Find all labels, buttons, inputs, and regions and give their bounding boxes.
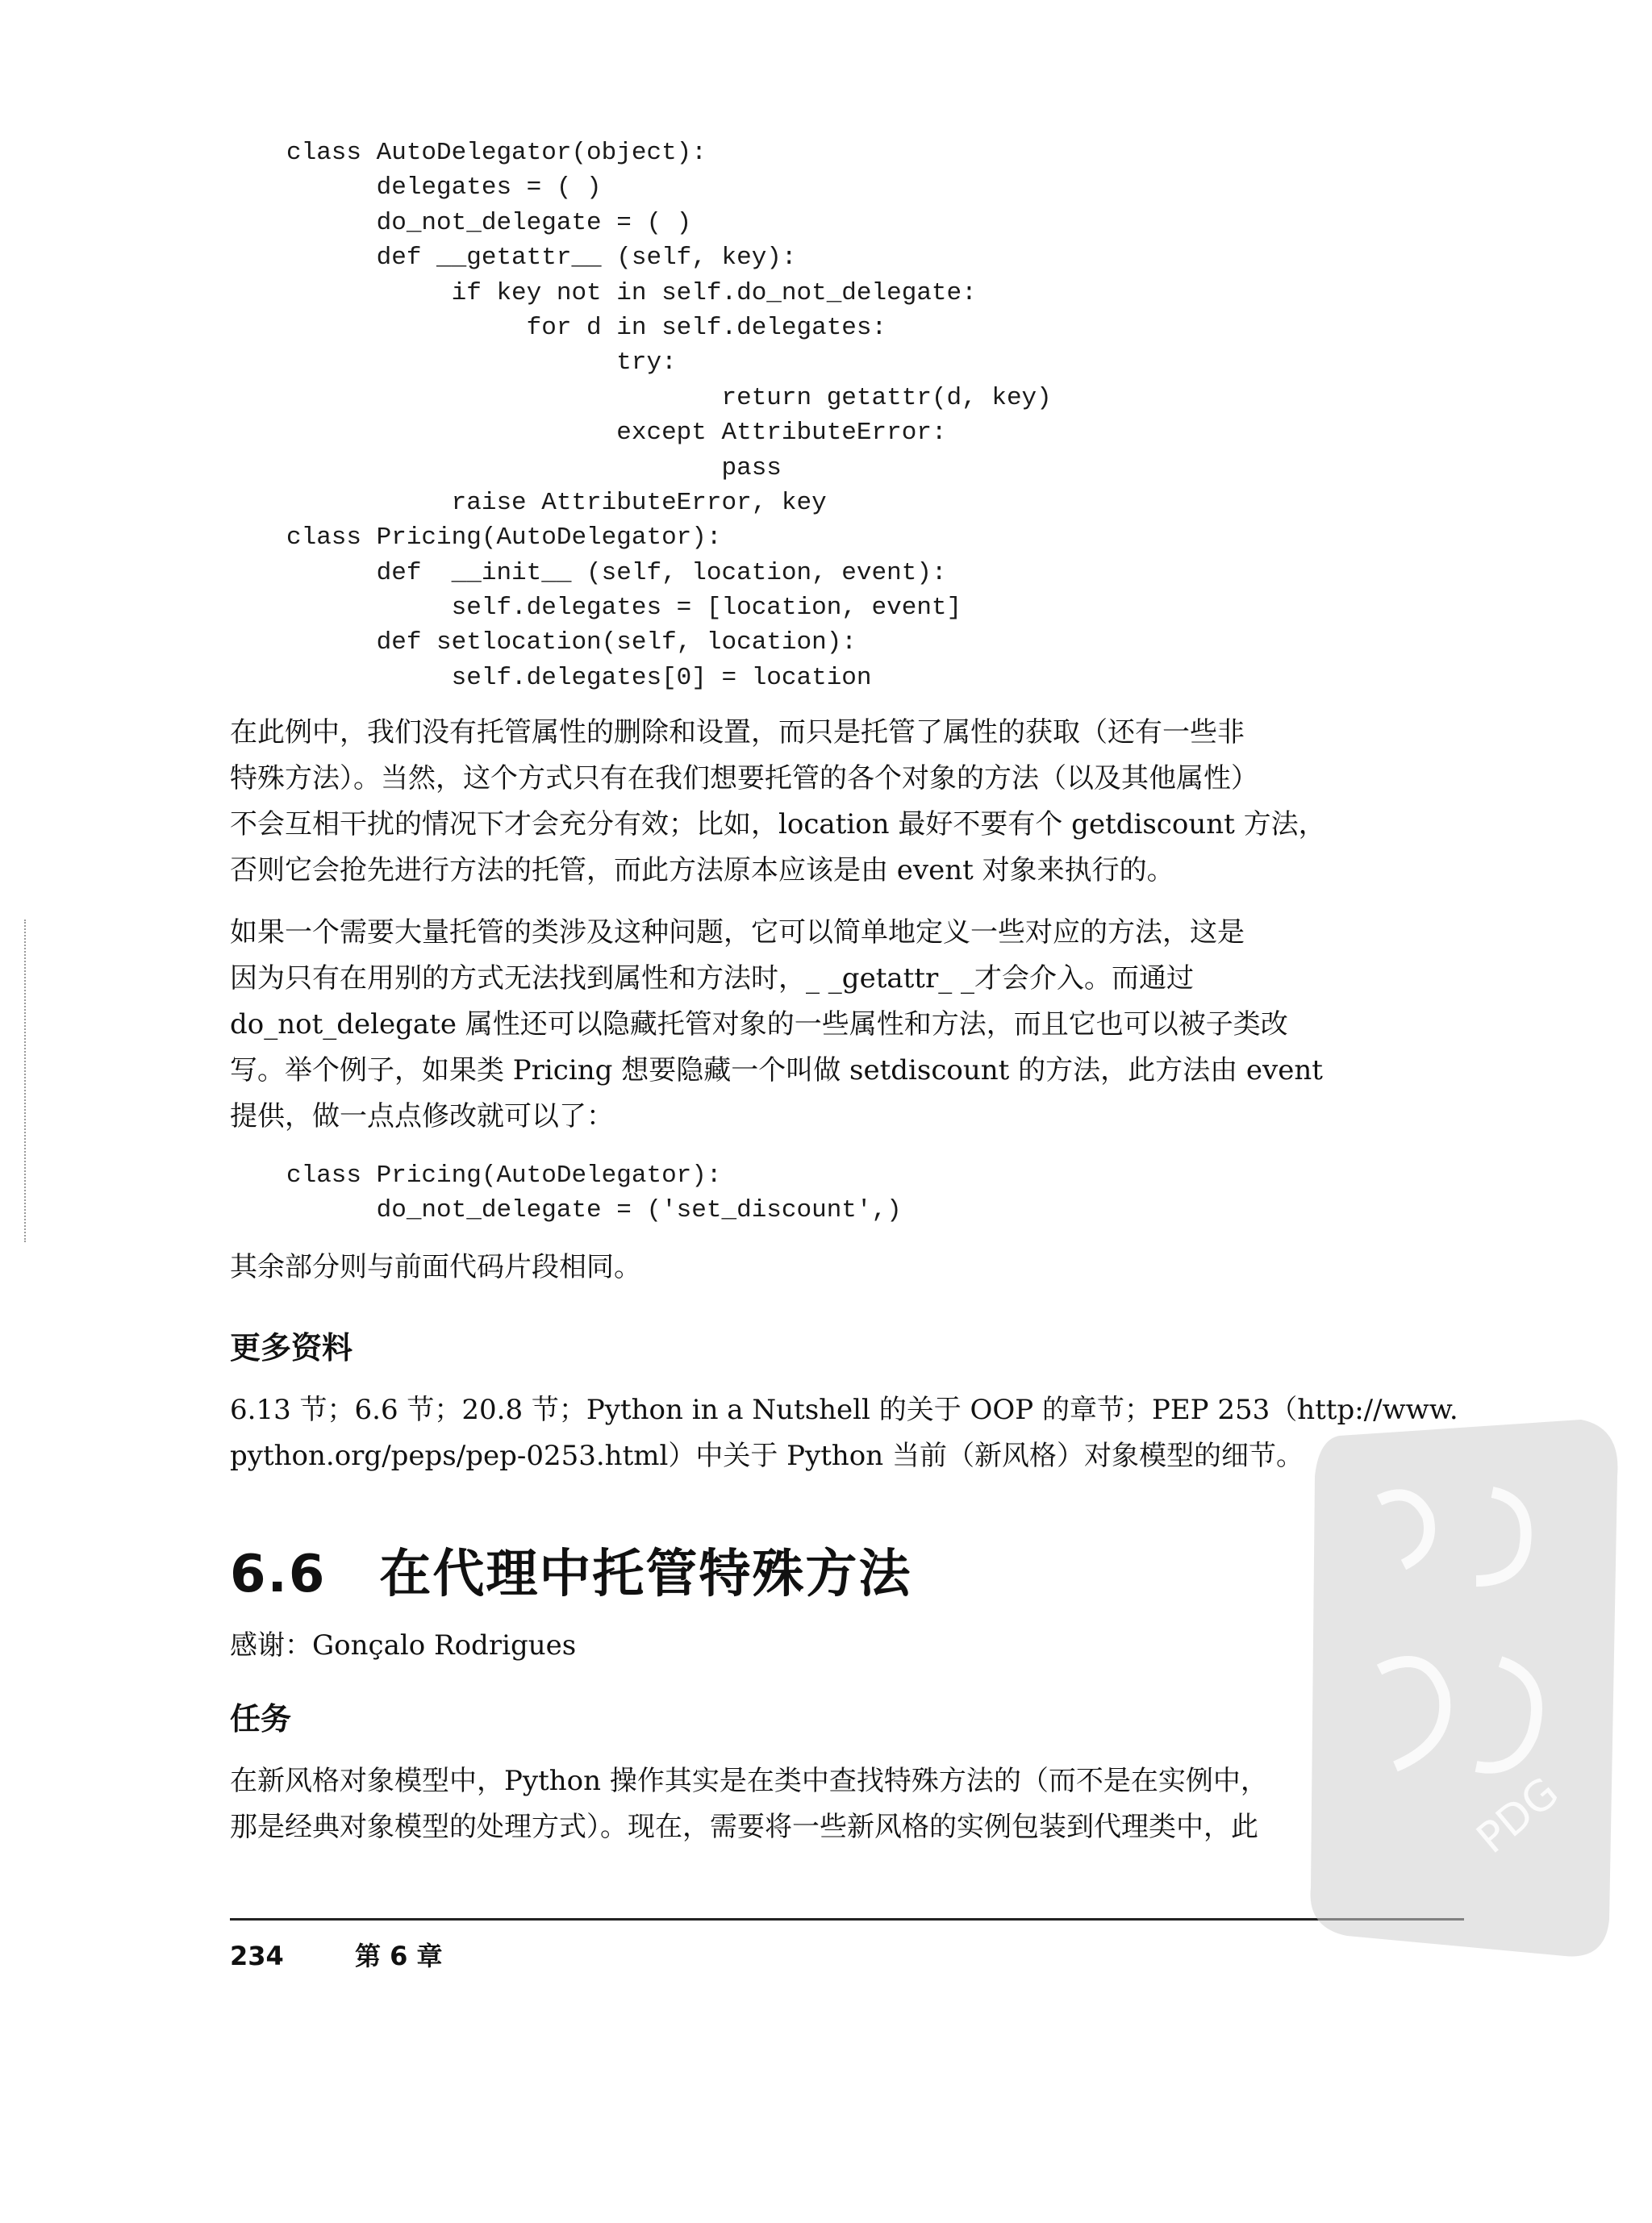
code-line: try:: [286, 348, 677, 377]
code-line: do_not_delegate = ( ): [286, 208, 692, 237]
text-line: 否则它会抢先进行方法的托管，而此方法原本应该是由 event 对象来执行的。: [230, 854, 1174, 886]
code-line: class Pricing(AutoDelegator):: [286, 1162, 722, 1190]
task-heading: 任务: [230, 1701, 292, 1737]
text-line: do_not_delegate 属性还可以隐藏托管对象的一些属性和方法，而且它也可以被子类改: [230, 1008, 1288, 1041]
text-line: python.org/peps/pep-0253.html）中关于 Python 当前（新风格）对象模型的细节。: [230, 1440, 1304, 1472]
section-credit: 感谢：Gonçalo Rodrigues: [230, 1629, 577, 1662]
page-number: 234: [230, 1941, 284, 1971]
paragraph-remaining: 其余部分则与前面代码片段相同。: [230, 1251, 641, 1283]
code-line: class Pricing(AutoDelegator):: [286, 523, 722, 553]
text-line: 如果一个需要大量托管的类涉及这种问题，它可以简单地定义一些对应的方法，这是: [230, 916, 1245, 949]
code-line: raise AttributeError, key: [286, 488, 827, 517]
text-line: 不会互相干扰的情况下才会充分有效；比如，location 最好不要有个 getdiscount 方法，: [230, 808, 1326, 840]
task-text: [230, 1758, 1464, 1850]
section-number: 6.6: [230, 1545, 327, 1604]
code-line: def setlocation(self, location):: [286, 628, 857, 657]
code-line: for d in self.delegates:: [286, 313, 887, 342]
text-line: 写。举个例子，如果类 Pricing 想要隐藏一个叫做 setdiscount 的方法，此方法由 event: [230, 1054, 1323, 1086]
paragraph-do-not-delegate: [230, 910, 1464, 1140]
see-also-text: [230, 1387, 1464, 1479]
see-also-heading: 更多资料: [230, 1330, 353, 1366]
footer-divider: [230, 1918, 1464, 1921]
code-line: pass: [286, 453, 782, 482]
scan-margin-marks: [24, 920, 31, 1242]
code-line: except AttributeError:: [286, 419, 947, 448]
code-line: def __init__ (self, location, event):: [286, 558, 947, 587]
text-line: 因为只有在用别的方式无法找到属性和方法时，_ _getattr_ _才会介入。而通过: [230, 962, 1195, 995]
code-line: self.delegates[0] = location: [286, 663, 872, 692]
text-line: 在此例中，我们没有托管属性的删除和设置，而只是托管了属性的获取（还有一些非: [230, 716, 1245, 749]
watermark-seal: [1291, 1403, 1629, 1971]
page-footer: [230, 1936, 443, 1973]
text-line: 提供，做一点点修改就可以了：: [230, 1100, 614, 1132]
code-line: def __getattr__ (self, key):: [286, 244, 797, 273]
seal-graphic: [1291, 1403, 1629, 1968]
code-line: class AutoDelegator(object):: [286, 139, 707, 167]
section-title: [230, 1533, 912, 1607]
code-line: return getattr(d, key): [286, 383, 1052, 412]
chapter-label: 第 6 章: [355, 1941, 443, 1971]
code-block-autodelegator: [286, 136, 1052, 695]
code-block-pricing: [286, 1158, 902, 1228]
text-line: 那是经典对象模型的处理方式）。现在，需要将一些新风格的实例包装到代理类中，此: [230, 1811, 1258, 1843]
watermark-text: PDG: [1467, 1768, 1568, 1863]
text-line: 在新风格对象模型中，Python 操作其实是在类中查找特殊方法的（而不是在实例中，: [230, 1765, 1268, 1797]
paragraph-delegation-explanation: [230, 710, 1464, 894]
code-line: do_not_delegate = ('set_discount',): [286, 1196, 902, 1225]
code-line: delegates = ( ): [286, 173, 602, 202]
text-line: 6.13 节；6.6 节；20.8 节；Python in a Nutshell 的关于 OOP 的章节；PEP 253（http://www.: [230, 1394, 1458, 1426]
code-line: if key not in self.do_not_delegate:: [286, 278, 977, 307]
text-line: 特殊方法）。当然，这个方式只有在我们想要托管的各个对象的方法（以及其他属性）: [230, 762, 1258, 795]
section-title-text: 在代理中托管特殊方法: [379, 1545, 912, 1604]
code-line: self.delegates = [location, event]: [286, 594, 962, 623]
